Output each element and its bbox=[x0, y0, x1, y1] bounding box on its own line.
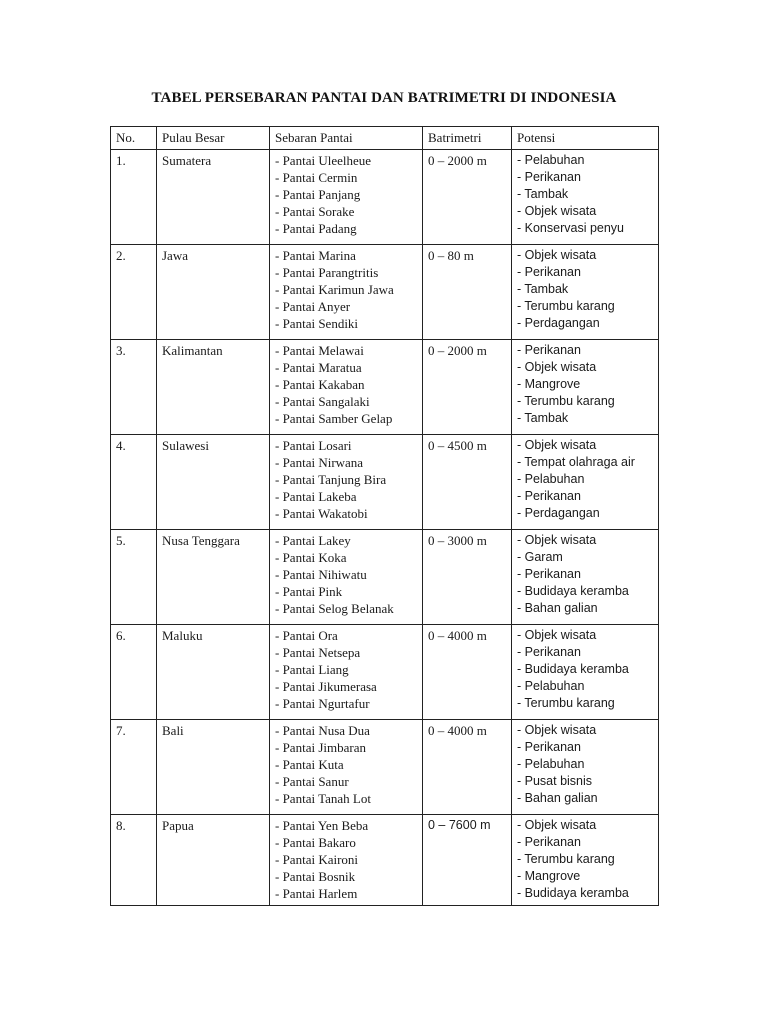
potential-item: - Objek wisata bbox=[517, 818, 597, 832]
beach-list bbox=[270, 720, 423, 815]
beach-item: - Pantai Anyer bbox=[275, 299, 351, 314]
beach-item: - Pantai Pink bbox=[275, 584, 343, 599]
potential-item: - Objek wisata bbox=[517, 438, 597, 452]
beach-item: - Pantai Samber Gelap bbox=[275, 411, 393, 426]
beach-item: - Pantai Kakaban bbox=[275, 377, 365, 392]
bathymetry-value: 0 – 2000 m bbox=[423, 340, 512, 435]
beach-list bbox=[270, 625, 423, 720]
beach-item: - Pantai Parangtritis bbox=[275, 265, 379, 280]
beach-item: - Pantai Liang bbox=[275, 662, 349, 677]
row-number: 5. bbox=[111, 530, 157, 625]
beach-item: - Pantai Lakeba bbox=[275, 489, 357, 504]
beach-item: - Pantai Karimun Jawa bbox=[275, 282, 394, 297]
potential-item: - Pelabuhan bbox=[517, 679, 585, 693]
island-name: Kalimantan bbox=[157, 340, 270, 435]
row-number: 2. bbox=[111, 245, 157, 340]
beach-item: - Pantai Tanah Lot bbox=[275, 791, 371, 806]
potential-item: - Terumbu karang bbox=[517, 852, 615, 866]
table-row bbox=[111, 625, 659, 720]
table-row bbox=[111, 435, 659, 530]
island-name: Papua bbox=[157, 815, 270, 906]
beach-list bbox=[270, 815, 423, 906]
bathymetry-value: 0 – 4000 m bbox=[423, 720, 512, 815]
row-number: 8. bbox=[111, 815, 157, 906]
beach-item: - Pantai Sorake bbox=[275, 204, 355, 219]
potential-item: - Mangrove bbox=[517, 377, 581, 391]
potential-item: - Terumbu karang bbox=[517, 299, 615, 313]
bathymetry-value: 0 – 2000 m bbox=[423, 150, 512, 245]
beach-item: - Pantai Netsepa bbox=[275, 645, 361, 660]
potential-item: - Terumbu karang bbox=[517, 394, 615, 408]
bathymetry-value: 0 – 80 m bbox=[423, 245, 512, 340]
island-name: Bali bbox=[157, 720, 270, 815]
potential-item: - Tambak bbox=[517, 411, 569, 425]
beach-item: - Pantai Selog Belanak bbox=[275, 601, 394, 616]
beach-item: - Pantai Harlem bbox=[275, 886, 358, 901]
row-number: 1. bbox=[111, 150, 157, 245]
potential-item: - Tempat olahraga air bbox=[517, 455, 635, 469]
row-number: 3. bbox=[111, 340, 157, 435]
potential-item: - Perikanan bbox=[517, 489, 581, 503]
row-number: 6. bbox=[111, 625, 157, 720]
beach-item: - Pantai Koka bbox=[275, 550, 347, 565]
row-number: 4. bbox=[111, 435, 157, 530]
beach-item: - Pantai Bakaro bbox=[275, 835, 356, 850]
bathymetry-value: 0 – 4000 m bbox=[423, 625, 512, 720]
potential-item: - Tambak bbox=[517, 282, 569, 296]
beach-item: - Pantai Nusa Dua bbox=[275, 723, 370, 738]
island-name: Nusa Tenggara bbox=[157, 530, 270, 625]
potential-item: - Perikanan bbox=[517, 740, 581, 754]
beach-list bbox=[270, 245, 423, 340]
potential-item: - Objek wisata bbox=[517, 628, 597, 642]
beach-item: - Pantai Ora bbox=[275, 628, 338, 643]
potential-item: - Bahan galian bbox=[517, 601, 598, 615]
potential-item: - Perikanan bbox=[517, 343, 581, 357]
table-row bbox=[111, 245, 659, 340]
beach-item: - Pantai Wakatobi bbox=[275, 506, 368, 521]
potential-item: - Budidaya keramba bbox=[517, 886, 629, 900]
table-row bbox=[111, 720, 659, 815]
potential-item: - Objek wisata bbox=[517, 204, 597, 218]
beach-item: - Pantai Kuta bbox=[275, 757, 344, 772]
potential-list bbox=[512, 625, 659, 720]
potential-item: - Objek wisata bbox=[517, 248, 597, 262]
potential-list bbox=[512, 720, 659, 815]
table-row bbox=[111, 150, 659, 245]
table-row bbox=[111, 340, 659, 435]
beach-item: - Pantai Melawai bbox=[275, 343, 364, 358]
table-row bbox=[111, 815, 659, 906]
island-name: Jawa bbox=[157, 245, 270, 340]
potential-item: - Terumbu karang bbox=[517, 696, 615, 710]
table-title: TABEL PERSEBARAN PANTAI DAN BATRIMETRI DI INDONESIA bbox=[151, 90, 617, 106]
beach-item: - Pantai Sanur bbox=[275, 774, 349, 789]
beach-item: - Pantai Padang bbox=[275, 221, 357, 236]
beach-item: - Pantai Nihiwatu bbox=[275, 567, 367, 582]
header-batrimetri: Batrimetri bbox=[423, 127, 512, 150]
potential-list bbox=[512, 530, 659, 625]
beach-item: - Pantai Ngurtafur bbox=[275, 696, 370, 711]
beach-list bbox=[270, 435, 423, 530]
bathymetry-value: 0 – 3000 m bbox=[423, 530, 512, 625]
beach-item: - Pantai Bosnik bbox=[275, 869, 356, 884]
beach-item: - Pantai Kaironi bbox=[275, 852, 359, 867]
potential-item: - Perikanan bbox=[517, 645, 581, 659]
beach-item: - Pantai Maratua bbox=[275, 360, 362, 375]
beach-bathymetry-table bbox=[110, 126, 659, 906]
potential-item: - Objek wisata bbox=[517, 360, 597, 374]
beach-item: - Pantai Tanjung Bira bbox=[275, 472, 387, 487]
beach-item: - Pantai Cermin bbox=[275, 170, 358, 185]
potential-item: - Perikanan bbox=[517, 835, 581, 849]
header-no: No. bbox=[111, 127, 157, 150]
beach-list bbox=[270, 340, 423, 435]
island-name: Sumatera bbox=[157, 150, 270, 245]
potential-item: - Garam bbox=[517, 550, 563, 564]
potential-item: - Budidaya keramba bbox=[517, 584, 629, 598]
potential-item: - Budidaya keramba bbox=[517, 662, 629, 676]
header-potensi: Potensi bbox=[512, 127, 659, 150]
potential-item: - Konservasi penyu bbox=[517, 221, 625, 235]
potential-item: - Pelabuhan bbox=[517, 153, 585, 167]
beach-list bbox=[270, 150, 423, 245]
beach-item: - Pantai Lakey bbox=[275, 533, 351, 548]
potential-item: - Pelabuhan bbox=[517, 757, 585, 771]
beach-list bbox=[270, 530, 423, 625]
beach-item: - Pantai Jikumerasa bbox=[275, 679, 377, 694]
potential-list bbox=[512, 340, 659, 435]
bathymetry-value: 0 – 4500 m bbox=[423, 435, 512, 530]
potential-item: - Perikanan bbox=[517, 567, 581, 581]
island-name: Sulawesi bbox=[157, 435, 270, 530]
beach-item: - Pantai Yen Beba bbox=[275, 818, 369, 833]
potential-item: - Pusat bisnis bbox=[517, 774, 593, 788]
potential-item: - Bahan galian bbox=[517, 791, 598, 805]
bathymetry-value: 0 – 7600 m bbox=[423, 815, 512, 906]
beach-item: - Pantai Panjang bbox=[275, 187, 361, 202]
beach-item: - Pantai Nirwana bbox=[275, 455, 364, 470]
beach-item: - Pantai Sangalaki bbox=[275, 394, 370, 409]
potential-item: - Perikanan bbox=[517, 170, 581, 184]
beach-item: - Pantai Losari bbox=[275, 438, 352, 453]
potential-item: - Tambak bbox=[517, 187, 569, 201]
potential-item: - Objek wisata bbox=[517, 723, 597, 737]
header-sebaran-pantai: Sebaran Pantai bbox=[270, 127, 423, 150]
island-name: Maluku bbox=[157, 625, 270, 720]
beach-item: - Pantai Marina bbox=[275, 248, 356, 263]
potential-item: - Pelabuhan bbox=[517, 472, 585, 486]
potential-list bbox=[512, 435, 659, 530]
potential-item: - Objek wisata bbox=[517, 533, 597, 547]
table-header-row bbox=[111, 127, 659, 150]
beach-item: - Pantai Jimbaran bbox=[275, 740, 366, 755]
table-row bbox=[111, 530, 659, 625]
potential-list bbox=[512, 815, 659, 906]
potential-item: - Perikanan bbox=[517, 265, 581, 279]
header-pulau-besar: Pulau Besar bbox=[157, 127, 270, 150]
potential-item: - Perdagangan bbox=[517, 316, 600, 330]
beach-item: - Pantai Uleelheue bbox=[275, 153, 372, 168]
row-number: 7. bbox=[111, 720, 157, 815]
beach-item: - Pantai Sendiki bbox=[275, 316, 359, 331]
potential-list bbox=[512, 150, 659, 245]
potential-item: - Perdagangan bbox=[517, 506, 600, 520]
potential-list bbox=[512, 245, 659, 340]
potential-item: - Mangrove bbox=[517, 869, 581, 883]
